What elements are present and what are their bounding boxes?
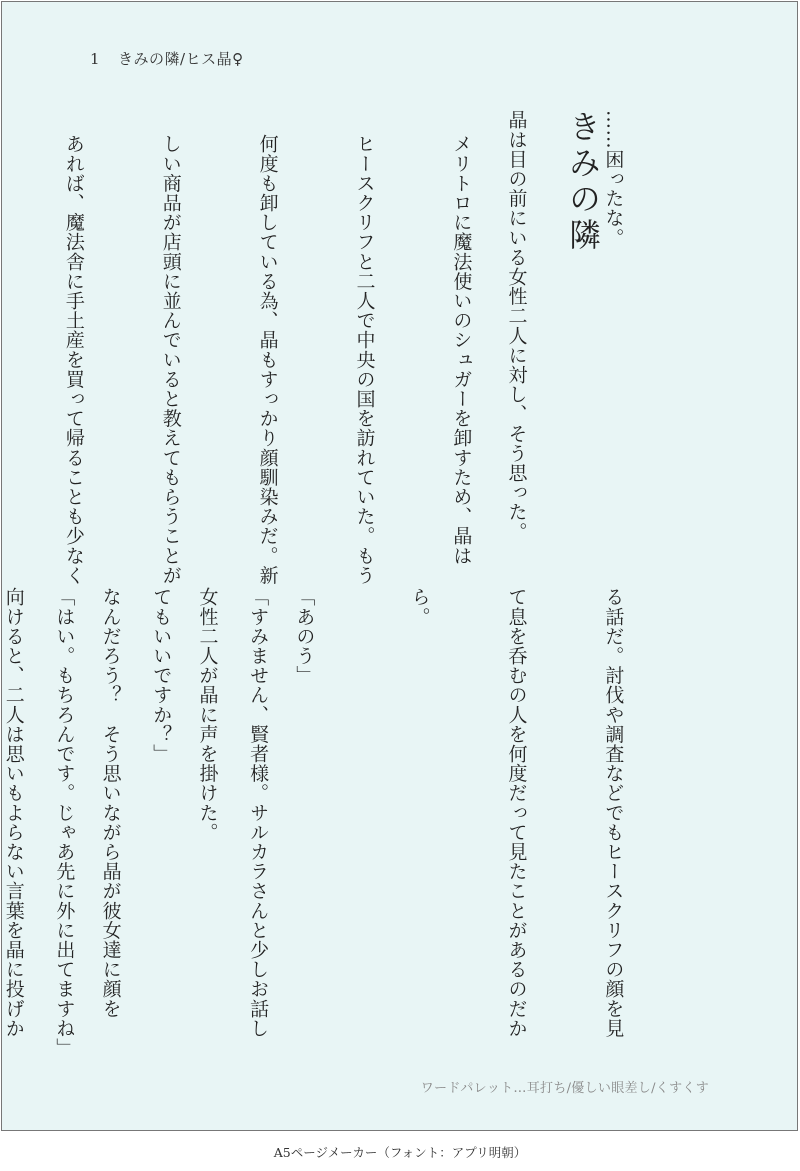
text-line: ら。 (408, 587, 431, 627)
text-line: あれば、魔法舎に手土産を買って帰ることも少なく (62, 134, 85, 585)
text-line: メリトロに魔法使いのシュガーを卸すため、晶は (450, 134, 473, 566)
text-line: て息を呑むの人を何度だって見たことがあるのだか (505, 587, 528, 1038)
text-line: る話だ。討伐や調査などでもヒースクリフの顔を見 (602, 587, 625, 1038)
text-line: 「あのう」 (293, 587, 316, 685)
text-line: しい商品が店頭に並んでいると教えてもらうことが (159, 134, 182, 585)
text-line: てもいいですか？」 (150, 587, 173, 764)
text-block-bottom-left (0, 587, 385, 1058)
running-header (90, 48, 244, 69)
word-palette-note: ワードパレット…耳打ち/優しい眼差し/くすくす (420, 1081, 709, 1096)
page-number: 1 (90, 50, 101, 68)
generator-credit: A5ページメーカー（フォント：アプリ明朝） (273, 1145, 527, 1160)
text-line: 女性二人が晶に声を掛けた。 (196, 587, 219, 842)
text-block-top-left (0, 134, 542, 585)
text-line: 何度も卸している為、晶もすっかり顔馴染みだ。新 (256, 134, 279, 585)
text-line: なんだろう？ そう思いながら晶が彼女達に顔を (99, 587, 122, 1019)
text-line: 晶は目の前にいる女性二人に対し、そう思った。 (505, 110, 528, 542)
manuscript-page (1, 1, 798, 1131)
text-line: 向けると、二人は思いもよらない言葉を晶に投げか (2, 587, 25, 1038)
story-title: きみの隣 (564, 110, 602, 254)
text-line: ……困ったな。 (602, 110, 625, 248)
text-line: ヒースクリフと二人で中央の国を訪れていた。もう (353, 134, 376, 585)
header-title: きみの隣/ヒス晶♀ (118, 50, 244, 68)
text-line: 「はい。もちろんです。じゃあ先に外に出てますね」 (53, 587, 76, 1058)
text-line: 「すみません、賢者様。サルカラさんと少しお話し (247, 587, 270, 1038)
